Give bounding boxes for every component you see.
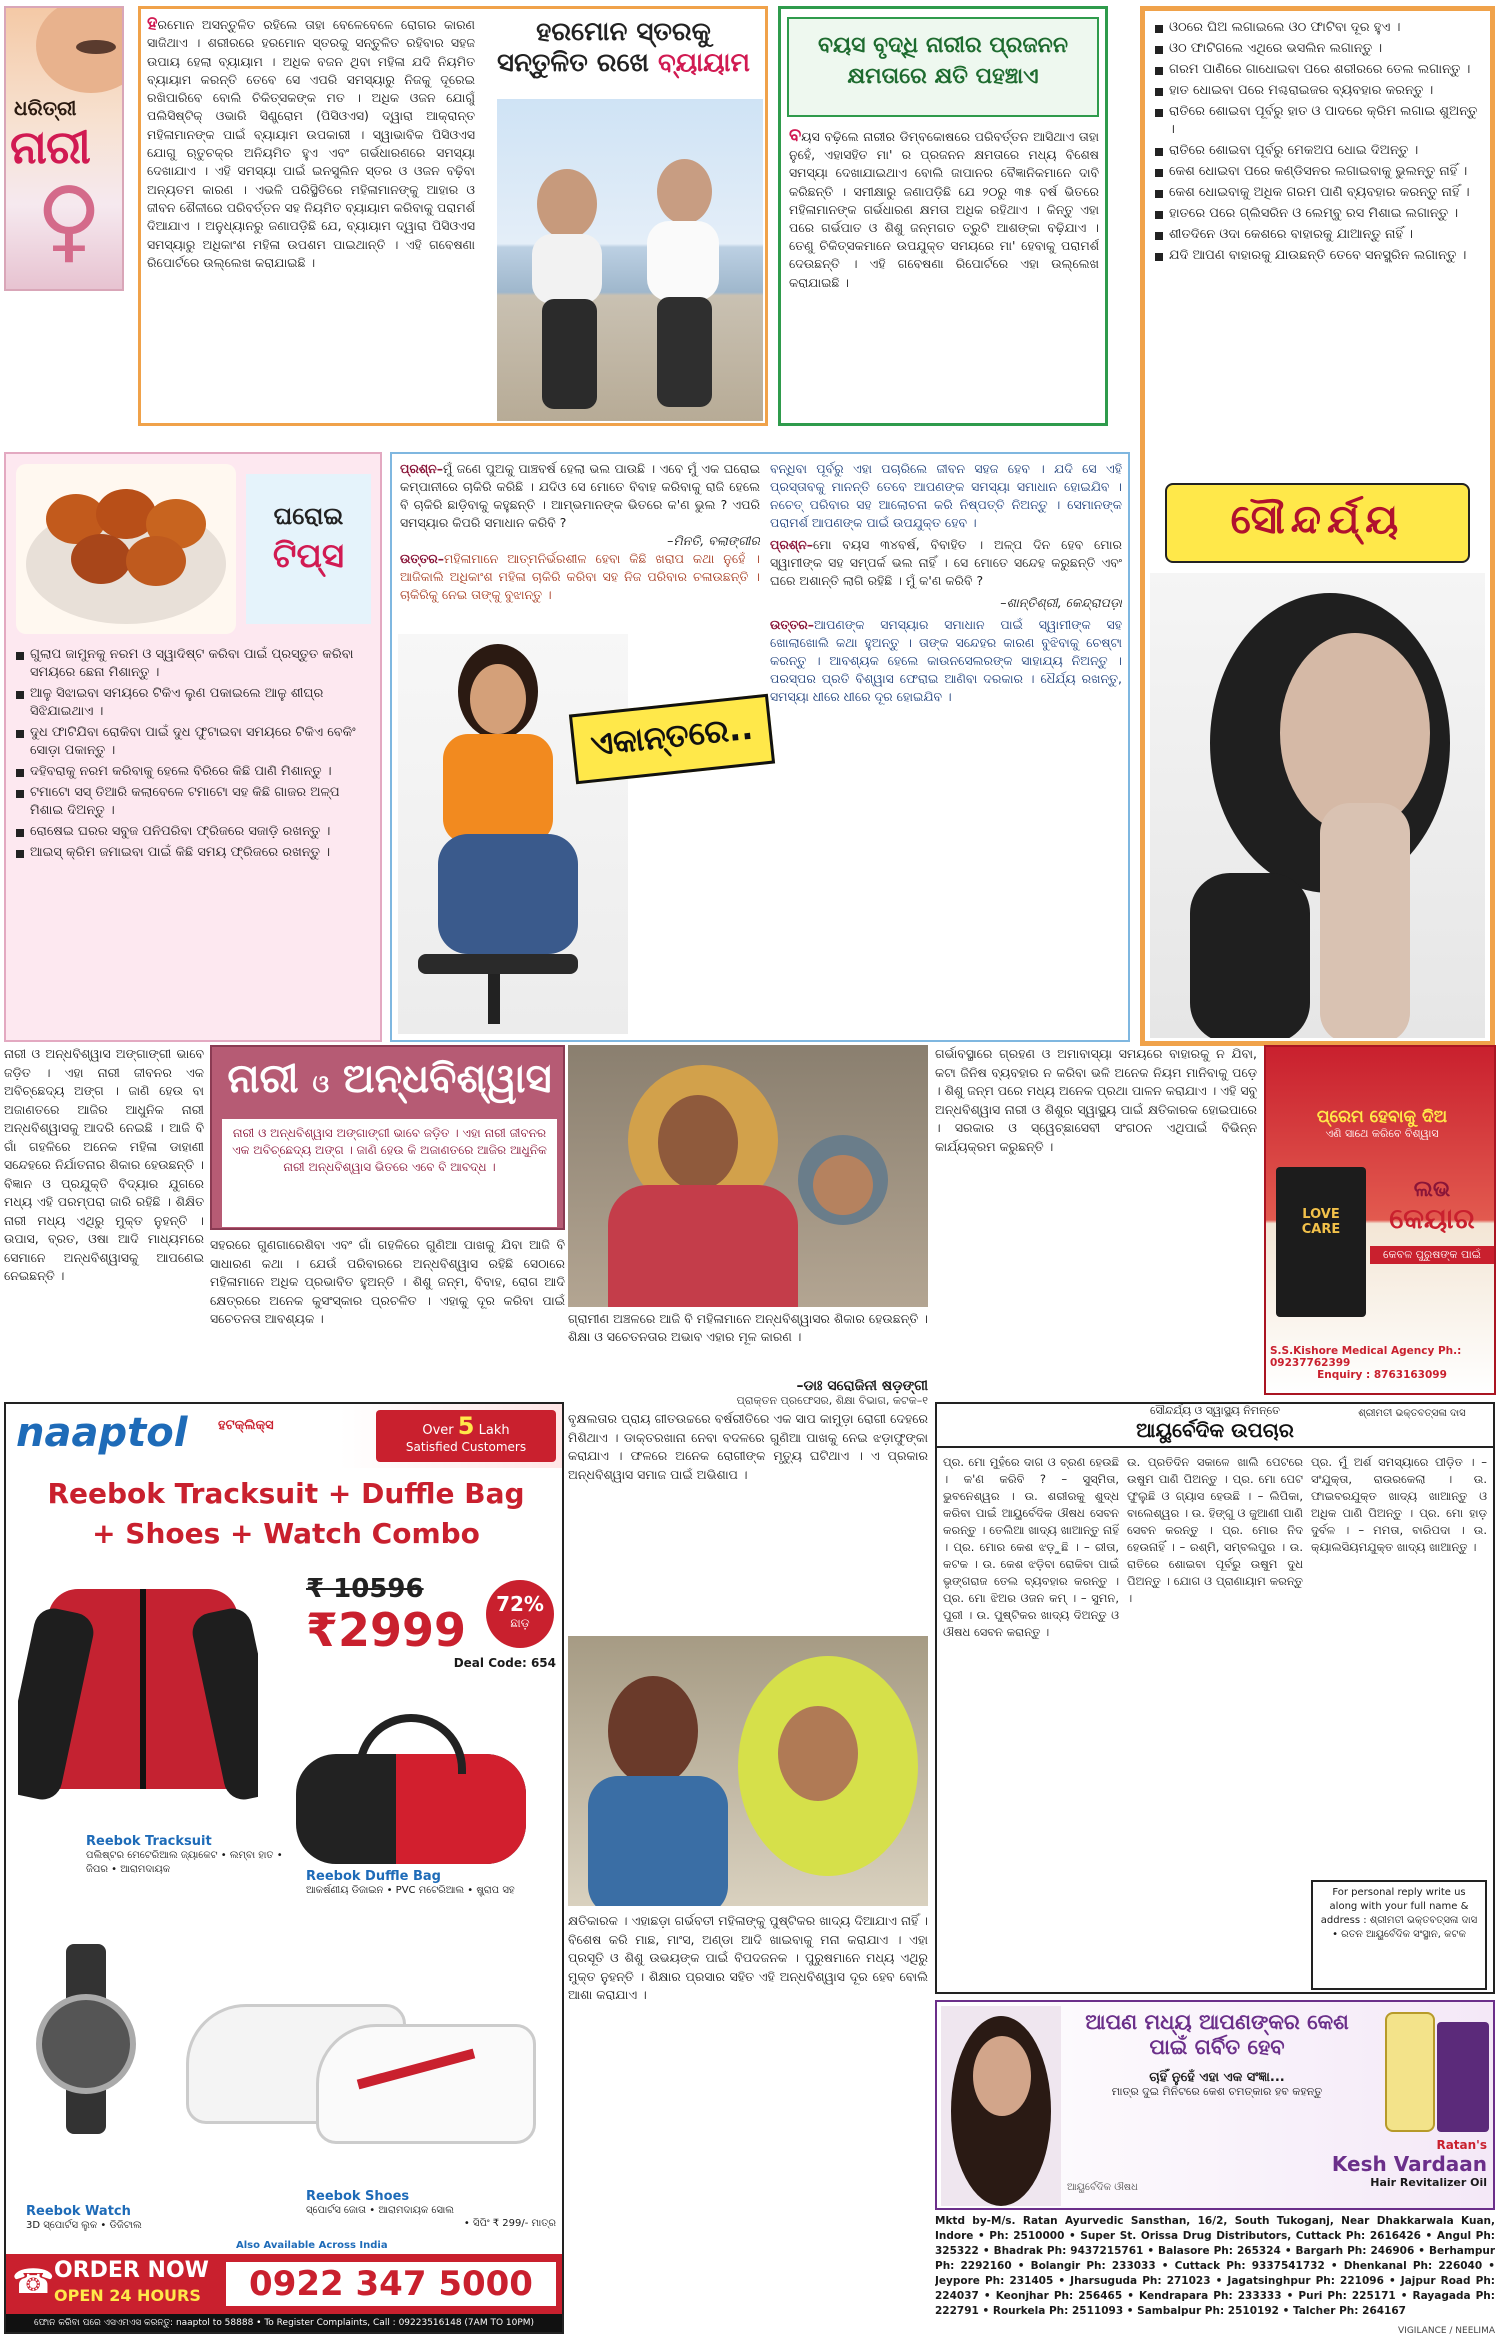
love-care-line1: ପ୍ରେମ ହେବାକୁ ଦିଅ xyxy=(1316,1107,1448,1127)
masthead-panel xyxy=(4,6,124,291)
kesh-vardaan-ad xyxy=(935,2000,1495,2210)
order-bar xyxy=(6,2240,562,2314)
advice-a2-label: ଉତ୍ତର– xyxy=(770,617,814,632)
naaptol-footer: ଫୋନ କରିବା ପରେ ଏସଏମଏସ କରନ୍ତୁ: naaptol to 58888 • To Register Complaints, Call : 09223516148 (7AM TO 10PM) xyxy=(6,2314,562,2332)
love-care-agency: S.S.Kishore Medical Agency Ph.: 09237762399 xyxy=(1270,1345,1462,1369)
badge-lakh: Lakh xyxy=(478,1423,510,1438)
advice-continued: ବନ୍ଧିବା ପୂର୍ବରୁ ଏହା ପଚାରିଲେ ଜୀବନ ସହଜ ହେବ । ଯଦି ସେ ଏହି ପ୍ରସ୍ତାବକୁ ମାନନ୍ତି ତେବେ ଆପଣଙ୍କ ସମସ୍ୟା ସମାଧାନ ହୋଇଯିବ । ନଚେତ୍ ପରିବାର ସହ ଆଲୋଚନା କରି ନିଷ୍ପତ୍ତି ନିଅନ୍ତୁ । ସେମାନଙ୍କ ପରାମର୍ଶ ଆପଣଙ୍କ ପାଇଁ ଉପଯୁକ୍ତ ହେବ । xyxy=(770,461,1122,530)
beauty-tip: ହାତରେ ପରେ ଗ୍ଲିସରିନ ଓ ଲେମ୍ବୁ ରସ ମିଶାଇ ଲଗାନ୍ତୁ । xyxy=(1153,205,1483,223)
naaptol-tag: ହଟକ୍ଲିକ୍ସ xyxy=(218,1418,274,1433)
kitchen-tip: ଦହିବରାକୁ ନରମ କରିବାକୁ ହେଲେ ବିରିରେ କିଛି ପାଣି ମିଶାନ୍ତୁ । xyxy=(14,763,374,781)
superstition-title-c: ଅନ୍ଧବିଶ୍ୱାସ xyxy=(342,1056,552,1102)
superstition-title-b: ଓ xyxy=(312,1070,330,1098)
beauty-tip: ଶୀତଦିନେ ଓଦା କେଶରେ ବାହାରକୁ ଯାଆନ୍ତୁ ନାହିଁ । xyxy=(1153,226,1483,244)
phone-handset-icon: ☎ xyxy=(12,2262,55,2302)
advice-a1: ମହିଳାମାନେ ଆତ୍ମନିର୍ଭରଶୀଳ ହେବା କିଛି ଖରାପ କଥା ନୁହେଁ । ଆଜିକାଲି ଅଧିକାଂଶ ମହିଳା ଚାକିରି କରିବା ସହ ନିଜ ପରିବାର ଚଳାଉଛନ୍ତି । ଚାକିରିକୁ ନେଇ ତାଙ୍କୁ ବୁଝାନ୍ତୁ । xyxy=(400,551,760,602)
beauty-tip: ହାତ ଧୋଇବା ପରେ ମଶ୍ଚରାଇଜର ବ୍ୟବହାର କରନ୍ତୁ । xyxy=(1153,82,1483,100)
badge-satisfied: Satisfied Customers xyxy=(405,1440,527,1454)
customers-badge xyxy=(376,1410,556,1462)
exercise-title-line1: ହରମୋନ ସ୍ତରକୁ xyxy=(536,17,711,47)
combo-title xyxy=(16,1474,556,1564)
ayurveda-col3: ପ୍ର. ମୁଁ ଅର୍ଶ ସମସ୍ୟାରେ ପୀଡ଼ିତ । – ସଂଯୁକ୍ତା, ରାଉରକେଲା । ଉ. ଫାଇବରଯୁକ୍ତ ଖାଦ୍ୟ ଖାଆନ୍ତୁ ଓ ଅଧିକ ପାଣି ପିଅନ୍ତୁ । ପ୍ର. ମୋ ହାଡ଼ ଦୁର୍ବଳ । – ମମତା, ବାରିପଦା । ଉ. କ୍ୟାଲସିୟମଯୁକ୍ତ ଖାଦ୍ୟ ଖାଆନ୍ତୁ । xyxy=(1311,1455,1487,1554)
kesh-brand-small: Ratan's xyxy=(1436,2138,1487,2152)
beauty-tip: ଓଠ ଫାଟିଗଲେ ଏଥିରେ ଭସଲିନ ଲଗାନ୍ତୁ । xyxy=(1153,40,1483,58)
village-women-photo xyxy=(568,1045,928,1307)
superstition-left-column: ନାରୀ ଓ ଅନ୍ଧବିଶ୍ୱାସ ଅଙ୍ଗାଙ୍ଗୀ ଭାବେ ଜଡ଼ିତ । ଏହା ନାରୀ ଜୀବନର ଏକ ଅବିଚ୍ଛେଦ୍ୟ ଅଙ୍ଗ । ଜାଣି ହେଉ ବା ଅଜାଣତରେ ଆଜିର ଆଧୁନିକ ନାରୀ ଅନ୍ଧବିଶ୍ୱାସକୁ ଆଦରି ନେଇଛି । ଆଜି ବି ଗାଁ ଗହଳିରେ ଅନେକ ମହିଳା ଡାହାଣୀ ସନ୍ଦେହରେ ନିର୍ଯାତନାର ଶିକାର ହେଉଛନ୍ତି । ବିଜ୍ଞାନ ଓ ପ୍ରଯୁକ୍ତି ବିଦ୍ୟାର ଯୁଗରେ ମଧ୍ୟ ଏହି ପରମ୍ପରା ଜାରି ରହିଛି । ଶିକ୍ଷିତ ନାରୀ ମଧ୍ୟ ଏଥିରୁ ମୁକ୍ତ ନୁହନ୍ତି । ଉପାସ, ବ୍ରତ, ଓଷା ଆଦି ମାଧ୍ୟମରେ ସେମାନେ ଅନ୍ଧବିଶ୍ୱାସକୁ ଆପଣେଇ ନେଇଛନ୍ତି । xyxy=(4,1046,204,1283)
advice-a1-label: ଉତ୍ତର– xyxy=(400,551,444,566)
love-care-enquiry: Enquiry : 8763163099 xyxy=(1317,1369,1447,1381)
beauty-tip: କେଶ ଧୋଇବାକୁ ଅଧିକ ଗରମ ପାଣି ବ୍ୟବହାର କରନ୍ତୁ ନାହିଁ । xyxy=(1153,184,1483,202)
kesh-sub: ଚାହିଁ ନୁହେଁ ଏହା ଏକ ସଂଜ୍ଞା... xyxy=(1149,2070,1285,2085)
kesh-line2: ପାଇଁ ଗର୍ବିତ ହେବ xyxy=(1149,2035,1285,2059)
exercise-title-line2: ସନ୍ତୁଳିତ ରଖେ xyxy=(497,48,659,78)
advice-q1: ମୁଁ ଜଣେ ପୁଅକୁ ପାଞ୍ଚବର୍ଷ ହେଲା ଭଲ ପାଉଛି । ଏବେ ମୁଁ ଏକ ଘରୋଇ କମ୍ପାନୀରେ ଚାକିରି କରିଛି । ଯଦିଓ ସେ ମୋତେ ବିବାହ କରିବାକୁ ରାଜି ହେଲେ ବି ଚାକିରି ଛାଡ଼ିବାକୁ କହୁଛନ୍ତି । ଆମ୍ଭମାନଙ୍କ ଭିତରେ କ'ଣ ଭୁଲ ? ଏପରି ସମସ୍ୟାର କିପରି ସମାଧାନ କରିବି ? xyxy=(400,461,760,530)
beauty-tip: ଗରମ ପାଣିରେ ଗାଧୋଇବା ପରେ ଶରୀରରେ ତେଲ ଲଗାନ୍ତୁ । xyxy=(1153,61,1483,79)
kitchen-tip: ରୋଷେଇ ଘରର ସବୁଜ ପନିପରିବା ଫ୍ରିଜରେ ସଜାଡ଼ି ରଖନ୍ତୁ । xyxy=(14,823,374,841)
advice-right-column xyxy=(770,460,1122,1035)
beauty-tips-list xyxy=(1153,19,1483,268)
deal-price: ₹2999 xyxy=(306,1603,467,1657)
tracksuit-jacket-image xyxy=(18,1569,258,1829)
kesh-brand-name: Kesh Vardaan xyxy=(1331,2152,1487,2176)
kesh-brand xyxy=(1227,2138,1487,2189)
ayurveda-author: ଶ୍ରୀମତୀ ଭକ୍ତବତ୍ସଳା ଦାସ xyxy=(1358,1408,1466,1419)
kesh-mrp: ଆୟୁର୍ବେଦିକ ଔଷଧ xyxy=(1067,2182,1138,2193)
gulab-jamun-photo xyxy=(16,464,236,634)
ayurveda-section xyxy=(935,1402,1495,1994)
exercise-body xyxy=(147,15,475,420)
masthead-line1: ଧରିତ୍ରୀ xyxy=(14,96,77,120)
kitchen-tip: ଆଇସ୍ କ୍ରିମ ଜମାଇବା ପାଇଁ କିଛି ସମୟ ଫ୍ରିଜରେ ରଖନ୍ତୁ । xyxy=(14,844,374,862)
kesh-product: Hair Revitalizer Oil xyxy=(1370,2176,1487,2189)
advice-heading-text: ଏକାନ୍ତରେ.. xyxy=(588,708,755,764)
advice-q2-signature: –ଶାନ୍ତିଶ୍ରୀ, କେନ୍ଦ୍ରାପଡ଼ା xyxy=(1000,595,1122,610)
discount-badge xyxy=(486,1580,554,1648)
order-phone[interactable]: 0922 347 5000 xyxy=(226,2262,556,2306)
love-care-line2: ଏଣି ସାଥେ କରିବେ ବିଶ୍ୱାସ xyxy=(1325,1127,1439,1140)
love-care-brand2: କେୟାର xyxy=(1389,1202,1475,1235)
naaptol-header xyxy=(6,1404,562,1468)
watch-image xyxy=(21,1944,161,2134)
advice-a2: ଆପଣଙ୍କ ସମସ୍ୟାର ସମାଧାନ ପାଇଁ ସ୍ୱାମୀଙ୍କ ସହ ଖୋଲାଖୋଲି କଥା ହୁଅନ୍ତୁ । ତାଙ୍କ ସନ୍ଦେହର କାରଣ ବୁଝିବାକୁ ଚେଷ୍ଟା କରନ୍ତୁ । ଆବଶ୍ୟକ ହେଲେ କାଉନସେଲରଙ୍କ ସାହାଯ୍ୟ ନିଅନ୍ତୁ । ପରସ୍ପର ପ୍ରତି ବିଶ୍ୱାସ ଫେରାଇ ଆଣିବା ଦରକାର । ଧୈର୍ଯ୍ୟ ରଖନ୍ତୁ, ସମସ୍ୟା ଧୀରେ ଧୀରେ ଦୂର ହୋଇଯିବ । xyxy=(770,617,1122,704)
shoes-info xyxy=(306,2189,556,2229)
fertility-body xyxy=(789,127,1099,419)
love-care-brand1: ଲଭ xyxy=(1413,1177,1451,1202)
love-care-brand xyxy=(1370,1177,1494,1264)
shoes-name: Reebok Shoes xyxy=(306,2189,410,2204)
tracksuit-desc: ପଲିଷ୍ଟର ମେଟେରିଆଲ ଜ୍ୟାକେଟ • ଲମ୍ବା ହାତ • ଜିପର • ଆରାମଦାୟକ xyxy=(86,1850,283,1875)
exercise-article xyxy=(138,6,768,426)
exercise-title-highlight: ବ୍ୟାୟାମ xyxy=(658,48,750,78)
distributors-list: Mktd by-M/s. Ratan Ayurvedic Sansthan, 16/2, South Tukoganj, Near Dhakkarwala Kuan, Indore • Ph: 2510000 • Super St. Orissa Drug Distributors, Cuttack Ph: 2616426 • Angul Ph: 325322 • Bhadrak Ph: 9437215761 • Balasore Ph: 265324 • Bargarh Ph: 246906 • Berhampur Ph: 2292160 • Bolangir Ph: 233033 • Cuttack Ph: 9337541732 • Dhenkanal Ph: 226040 • Jeypore Ph: 231405 • Jharsuguda Ph: 271023 • Jagatsinghpur Ph: 221096 • Jajpur Road Ph: 224037 • Keonjhar Ph: 256465 • Kendrapara Ph: 233333 • Puri Ph: 225171 • Rayagada Ph: 222791 • Rourkela Ph: 2511093 • Sambalpur Ph: 2510192 • Talcher Ph: 264167 xyxy=(935,2215,1495,2317)
kesh-box xyxy=(1437,2022,1489,2132)
kesh-headline xyxy=(1067,2010,1367,2099)
discount-percent: 72% xyxy=(496,1592,544,1616)
fertility-title-line2: କ୍ଷମତାରେ କ୍ଷତି ପହଞ୍ଚାଏ xyxy=(847,64,1039,89)
love-care-ad xyxy=(1264,1045,1496,1395)
advice-q2-label: ପ୍ରଶ୍ନ– xyxy=(770,537,813,552)
beauty-tip: ରାତିରେ ଶୋଇବା ପୂର୍ବରୁ ମେକଅପ ଧୋଇ ଦିଅନ୍ତୁ । xyxy=(1153,142,1483,160)
duffle-bag-image xyxy=(276,1704,546,1874)
love-care-tagline xyxy=(1270,1107,1494,1141)
old-price: ₹ 10596 xyxy=(306,1574,424,1604)
bag-name: Reebok Duffle Bag xyxy=(306,1869,441,1884)
joggers-photo xyxy=(497,99,763,421)
shoes-image xyxy=(166,1964,546,2164)
advice-q1-block xyxy=(400,460,760,635)
ayurveda-col1: ପ୍ର. ମୋ ମୁହଁରେ ଦାଗ ଓ ବ୍ରଣ ହେଉଛି । କ'ଣ କରିବି ? – ସୁସ୍ମିତା, ଭୁବନେଶ୍ୱର । ଉ. ଶରୀରକୁ ଶୁଦ୍ଧ କରିବା ପାଇଁ ଆୟୁର୍ବେଦିକ ଔଷଧ ସେବନ କରନ୍ତୁ । ତେଲିଆ ଖାଦ୍ୟ ଖାଆନ୍ତୁ ନାହିଁ । ପ୍ର. ମୋର କେଶ ଝଡ଼ୁଛି । – ରୀତା, କଟକ । ଉ. କେଶ ଝଡ଼ିବା ରୋକିବା ପାଇଁ ଭୃଙ୍ଗରାଜ ତେଲ ବ୍ୟବହାର କରନ୍ତୁ । ପ୍ର. ମୋ ଝିଅର ଓଜନ କମ୍ । – ସୁମନ, ପୁରୀ । ଉ. ପୁଷ୍ଟିକର ଖାଦ୍ୟ ଦିଅନ୍ତୁ ଓ ଔଷଧ ସେବନ କରାନ୍ତୁ । xyxy=(943,1455,1119,1639)
superstition-title-a: ନାରୀ xyxy=(227,1056,299,1102)
kesh-bottle xyxy=(1385,2012,1435,2132)
kitchen-tip: ଗୁଲାପ ଜାମୁନକୁ ନରମ ଓ ସ୍ୱାଦିଷ୍ଟ କରିବା ପାଇଁ ପ୍ରସ୍ତୁତ କରିବା ସମୟରେ ଛେନା ମିଶାନ୍ତୁ । xyxy=(14,646,374,682)
order-across: Also Available Across India xyxy=(236,2240,388,2251)
watch-info xyxy=(26,2204,216,2233)
fertility-title xyxy=(787,17,1099,117)
superstition-author: –ଡାଃ ସରୋଜିନୀ ଷଡ଼ଙ୍ଗୀ xyxy=(796,1378,928,1394)
love-care-product-box: LOVE CARE xyxy=(1276,1167,1366,1317)
beauty-tips-panel xyxy=(1140,6,1495,1046)
kesh-line1: ଆପଣ ମଧ୍ୟ ଆପଣଙ୍କର କେଶ xyxy=(1085,2010,1349,2034)
superstition-bottom-text: କ୍ଷତିକାରକ । ଏହାଛଡ଼ା ଗର୍ଭବତୀ ମହିଳାଙ୍କୁ ପୁଷ୍ଟିକର ଖାଦ୍ୟ ଦିଆଯାଏ ନାହିଁ । ବିଶେଷ କରି ମାଛ, ମାଂସ, ଅଣ୍ଡା ଆଦି ଖାଇବାକୁ ମନା କରାଯାଏ । ଏହା ପ୍ରସୂତି ଓ ଶିଶୁ ଉଭୟଙ୍କ ପାଇଁ ବିପଦଜନକ । ପୁରୁଷମାନେ ମଧ୍ୟ ଏଥିରୁ ମୁକ୍ତ ନୁହନ୍ତି । ଶିକ୍ଷାର ପ୍ରସାର ସହିତ ଏହି ଅନ୍ଧବିଶ୍ୱାସ ଦୂର ହେବ ବୋଲି ଆଶା କରାଯାଏ । xyxy=(568,1913,928,2002)
eye-shape xyxy=(76,40,116,54)
love-care-sub: କେବଳ ପୁରୁଷଙ୍କ ପାଇଁ xyxy=(1370,1246,1494,1264)
superstition-lower-text: ବୃକ୍ଷଲତାର ପ୍ରାୟ ଗୀତଉଚ୍ଚରେ ବର୍ଷରୀତିରେ ଏକ ସାପ କାମୁଡ଼ା ରୋଗୀ ଦେହରେ ମିଶିଥାଏ । ଡାକ୍ତରଖାନା ନେବା ବଦଳରେ ଗୁଣିଆ ପାଖକୁ ନେଇ ଝଡ଼ାଫୁଙ୍କା କରାଯାଏ । ଫଳରେ ଅନେକ ରୋଗୀଙ୍କ ମୃତ୍ୟୁ ଘଟିଥାଏ । ଏ ପ୍ରକାର ଅନ୍ଧବିଶ୍ୱାସ ସମାଜ ପାଇଁ ଅଭିଶାପ । xyxy=(568,1411,928,1482)
fertility-title-line1: ବୟସ ବୃଦ୍ଧି ନାରୀର ପ୍ରଜନନ xyxy=(818,33,1068,58)
superstition-byline xyxy=(568,1378,928,1408)
naaptol-ad xyxy=(4,1402,564,2334)
kesh-sub2: ମାତ୍ର ଦୁଇ ମିନିଟରେ କେଶ ଚମତ୍କାର ହବ କହନ୍ତୁ xyxy=(1111,2085,1323,2098)
badge-over: Over xyxy=(422,1423,454,1438)
advice-q1-signature: –ମିନତି, ବଲାଙ୍ଗୀର xyxy=(667,533,760,548)
fertility-text: ୟସ ବଢ଼ିଲେ ନାରୀର ଡିମ୍ବକୋଷରେ ପରିବର୍ତ୍ତନ ଆସିଥାଏ ତାହା ନୁହେଁ, ଏହାସହିତ ମା' ର ପ୍ରଜନନ କ୍ଷମତାରେ ମଧ୍ୟ ବିଶେଷ ସମସ୍ୟା ଦେଖାଯାଇଥାଏ ବୋଲି ଜାପାନର ବୈଜ୍ଞାନିକମାନେ ଦାବି କରିଛନ୍ତି । ସମୀକ୍ଷାରୁ ଜଣାପଡ଼ିଛି ଯେ ୨୦ରୁ ୩୫ ବର୍ଷ ଭିତରେ ମହିଳାମାନଙ୍କ ଗର୍ଭଧାରଣ କ୍ଷମତା ଅଧିକ ରହିଥାଏ । କିନ୍ତୁ ଏହା ପରେ ଗର୍ଭପାତ ଓ ଶିଶୁ ଜନ୍ମଗତ ତ୍ରୁଟି ଆଶଙ୍କା ବଢ଼ିଯାଏ । ତେଣୁ ଚିକିତ୍ସକମାନେ ଉପଯୁକ୍ତ ସମୟରେ ମା' ହେବାକୁ ପରାମର୍ଶ ଦେଉଛନ୍ତି । ଏହି ଗବେଷଣା ରିପୋର୍ଟରେ ଏହା ଉଲ୍ଲେଖ କରାଯାଇଛି । xyxy=(789,129,1099,290)
tracksuit-info xyxy=(86,1834,306,1877)
exercise-title xyxy=(481,17,766,79)
kitchen-tip: ଟମାଟୋ ସସ୍ ତିଆରି କଲାବେଳେ ଟମାଟୋ ସହ କିଛି ଗାଜର ଅଳ୍ପ ମିଶାଇ ଦିଅନ୍ତୁ । xyxy=(14,784,374,820)
masthead-line2: ନାରୀ xyxy=(10,120,90,174)
fertility-article xyxy=(778,6,1108,426)
ayurveda-contact-box: For personal reply write us along with your full name & address : ଶ୍ରୀମତୀ ଭକ୍ତବତ୍ସଳା ଦାସ • ରତନ ଆୟୁର୍ବେଦିକ ସଂସ୍ଥାନ, କଟକ xyxy=(1311,1880,1487,1990)
superstition-right-column: ଗର୍ଭାବସ୍ଥାରେ ଗ୍ରହଣ ଓ ଅମାବାସ୍ୟା ସମୟରେ ବାହାରକୁ ନ ଯିବା, କଟା ଜିନିଷ ବ୍ୟବହାର ନ କରିବା ଭଳି ଅନେକ ନିୟମ ମାନିବାକୁ ପଡ଼େ । ଶିଶୁ ଜନ୍ମ ପରେ ମଧ୍ୟ ଅନେକ ପ୍ରଥା ପାଳନ କରାଯାଏ । ଏହି ସବୁ ଅନ୍ଧବିଶ୍ୱାସ ନାରୀ ଓ ଶିଶୁର ସ୍ୱାସ୍ଥ୍ୟ ପାଇଁ କ୍ଷତିକାରକ ହୋଇପାରେ । ସରକାର ଓ ସ୍ୱେଚ୍ଛାସେବୀ ସଂଗଠନ ଏଥିପାଇଁ ବିଭିନ୍ନ କାର୍ଯ୍ୟକ୍ରମ କରୁଛନ୍ତି । xyxy=(935,1046,1257,1154)
superstition-title xyxy=(222,1051,557,1112)
kitchen-heading-line1: ଘରୋଇ xyxy=(273,502,344,530)
kitchen-heading-line2: ଟିପ୍ସ xyxy=(272,536,345,576)
combo-line1: Reebok Tracksuit + Duffle Bag xyxy=(47,1477,525,1510)
exercise-dropcap: ହ xyxy=(147,15,158,34)
kitchen-tips-heading xyxy=(246,474,371,624)
two-women-photo xyxy=(568,1636,928,1906)
bag-info xyxy=(306,1869,556,1898)
order-hours: OPEN 24 HOURS xyxy=(54,2286,201,2305)
ayurveda-heading: ଆୟୁର୍ବେଦିକ ଉପଚାର xyxy=(1136,1418,1294,1442)
superstition-author-address: ପ୍ରାକ୍ତନ ପ୍ରଫେସର, ଶିକ୍ଷା ବିଭାଗ, କଟକ–୧ xyxy=(736,1394,928,1407)
superstition-intro: ନାରୀ ଓ ଅନ୍ଧବିଶ୍ୱାସ ଅଙ୍ଗାଙ୍ଗୀ ଭାବେ ଜଡ଼ିତ । ଏହା ନାରୀ ଜୀବନର ଏକ ଅବିଚ୍ଛେଦ୍ୟ ଅଙ୍ଗ । ଜାଣି ହେଉ କି ଅଜାଣତରେ ଆଜିର ଆଧୁନିକ ନାରୀ ଅନ୍ଧବିଶ୍ୱାସ ଭିତରେ ଏବେ ବି ଆବଦ୍ଧ । xyxy=(222,1119,557,1227)
watch-name: Reebok Watch xyxy=(26,2204,131,2219)
beauty-heading xyxy=(1165,483,1470,563)
beauty-tip: ଓଠରେ ଘିଅ ଲଗାଇଲେ ଓଠ ଫାଟିବା ଦୂର ହୁଏ । xyxy=(1153,19,1483,37)
kitchen-tips-list xyxy=(14,646,374,865)
superstition-mid-column: ସହରରେ ଗୁଣଗାରେଶିବା ଏବଂ ଗାଁ ଗହଳିରେ ଗୁଣିଆ ପାଖକୁ ଯିବା ଆଜି ବି ସାଧାରଣ କଥା । ଯେଉଁ ପରିବାରରେ ଅନ୍ଧବିଶ୍ୱାସ ରହିଛି ସେଠାରେ ମହିଳାମାନେ ଅଧିକ ପ୍ରଭାବିତ ହୁଅନ୍ତି । ଶିଶୁ ଜନ୍ମ, ବିବାହ, ରୋଗ ଆଦି କ୍ଷେତ୍ରରେ ଅନେକ କୁସଂସ୍କାର ପ୍ରଚଳିତ । ଏହାକୁ ଦୂର କରିବା ପାଇଁ ସଚେତନତା ଆବଶ୍ୟକ । xyxy=(210,1237,565,1326)
watch-desc: 3D ସ୍ପୋର୍ଟସ ଲୁକ • ଡିଜିଟାଲ xyxy=(26,2220,142,2231)
beauty-tip: ରାତିରେ ଶୋଇବା ପୂର୍ବରୁ ହାତ ଓ ପାଦରେ କ୍ରିମ ଲଗାଇ ଶୁଅନ୍ତୁ । xyxy=(1153,103,1483,139)
shoes-desc: ସ୍ପୋର୍ଟସ ଜୋତା • ଆରାମଦାୟକ ସୋଲ xyxy=(306,2205,454,2216)
combo-line2: + Shoes + Watch Combo xyxy=(92,1517,480,1550)
fertility-dropcap: ବ xyxy=(789,127,802,146)
naaptol-logo: naaptol xyxy=(16,1410,188,1456)
order-now: ORDER NOW xyxy=(54,2258,209,2283)
advice-column xyxy=(390,452,1130,1042)
kitchen-tip: ଆଳୁ ସିଝାଇବା ସମୟରେ ଟିକିଏ ଲୁଣ ପକାଇଲେ ଆଳୁ ଶୀଘ୍ର ସିଝିଯାଇଥାଏ । xyxy=(14,685,374,721)
shipping-note: • ସିପିଂ ₹ 299/- ମାତ୍ର xyxy=(463,2218,556,2229)
advice-q1-label: ପ୍ରଶ୍ନ– xyxy=(400,461,443,476)
kitchen-tips-panel xyxy=(4,452,382,1042)
ayurveda-col2: ଉ. ପ୍ରତିଦିନ ସକାଳେ ଖାଲି ପେଟରେ ଉଷୁମ ପାଣି ପିଅନ୍ତୁ । ପ୍ର. ମୋ ପେଟ ଫୁଲୁଛି ଓ ଗ୍ୟାସ ହେଉଛି । – ଲିପିକା, ବାଲେଶ୍ୱର । ଉ. ହିଙ୍ଗୁ ଓ ଜୁଆଣୀ ପାଣି ସେବନ କରନ୍ତୁ । ପ୍ର. ମୋର ନିଦ ହେଉନାହିଁ । – ରଶ୍ମି, ସମ୍ବଲପୁର । ଉ. ରାତିରେ ଶୋଇବା ପୂର୍ବରୁ ଉଷୁମ ଦୁଧ ପିଅନ୍ତୁ । ଯୋଗ ଓ ପ୍ରାଣାୟାମ କରନ୍ତୁ । xyxy=(1127,1455,1303,1605)
kesh-model-photo xyxy=(941,2006,1061,2206)
thinking-woman-photo xyxy=(398,634,628,1034)
venus-symbol-icon: ♀ xyxy=(36,168,102,273)
advice-q2: ମୋ ବୟସ ୩୪ବର୍ଷ, ବିବାହିତ । ଅଳ୍ପ ଦିନ ହେବ ମୋର ସ୍ୱାମୀଙ୍କ ସହ ସମ୍ପର୍କ ଭଲ ନାହିଁ । ସେ ମୋତେ ସନ୍ଦେହ କରୁଛନ୍ତି ଏବଂ ଘରେ ଅଶାନ୍ତି ଲାଗି ରହିଛି । ମୁଁ କ'ଣ କରିବି ? xyxy=(770,537,1122,588)
deal-code: Deal Code: 654 xyxy=(453,1656,556,1670)
model-portrait xyxy=(1150,573,1485,1038)
beauty-tip: ଯଦି ଆପଣ ବାହାରକୁ ଯାଉଛନ୍ତି ତେବେ ସନସ୍କ୍ରିନ ଲଗାନ୍ତୁ । xyxy=(1153,247,1483,265)
beauty-heading-text: ସୌନ୍ଦର୍ଯ୍ୟ xyxy=(1230,497,1405,543)
badge-number: 5 xyxy=(457,1412,475,1440)
tracksuit-name: Reebok Tracksuit xyxy=(86,1834,212,1849)
footer-credit: VIGILANCE / NEELIMA xyxy=(1398,2326,1495,2336)
exercise-text: ରମୋନ ଅସନ୍ତୁଳିତ ରହିଲେ ତାହା ବେଳେବେଳେ ରୋଗର କାରଣ ସାଜିଥାଏ । ଶରୀରରେ ହରମୋନ ସ୍ତରକୁ ସନ୍ତୁଳିତ ରହିବାର ସହଜ ଉପାୟ ହେଲା ବ୍ୟାୟାମ । ଅଧିକ ବଜନ ଥିବା ମହିଳା ଯଦି ନିୟମିତ ବ୍ୟାୟାମ କରନ୍ତି ତେବେ ସେ ଏପରି ସମସ୍ୟାରୁ ନିଜକୁ ଦୂରେଇ ରଖିପାରିବେ ବୋଲି ଚିକିତ୍ସକଙ୍କ ମତ । ଅଧିକ ଓଜନ ଯୋଗୁଁ ପଲିସିଷ୍ଟିକ୍ ଓଭାରି ସିଣ୍ଡ୍ରୋମ (ପିସିଓଏସ) ଦ୍ୱାରା ଆକ୍ରାନ୍ତ ମହିଳାମାନଙ୍କ ପାଇଁ ବ୍ୟାୟାମ ଉପକାରୀ । ସ୍ୱାଭାବିକ ପିସିଓଏସ ଯୋଗୁ ଋତୁଚକ୍ର ଅନିୟମିତ ହୁଏ ଏବଂ ଗର୍ଭଧାରଣରେ ସମସ୍ୟା ଦେଖାଯାଏ । ଏହି ସମସ୍ୟା ପାଇଁ ଇନସୁଲିନ ସ୍ତର ଓ ଓଜନ ବଢ଼ିବା ଅନ୍ୟତମ କାରଣ । ଏଭଳି ପରିସ୍ଥିତିରେ ମହିଳାମାନଙ୍କୁ ଆହାର ଓ ଜୀବନ ଶୈଳୀରେ ପରିବର୍ତ୍ତନ ସହ ନିୟମିତ ବ୍ୟାୟାମ କରିବାକୁ ପରାମର୍ଶ ଦିଆଯାଏ । ଅନୁଧ୍ୟାନରୁ ଜଣାପଡ଼ିଛି ଯେ, ବ୍ୟାୟାମ ଦ୍ୱାରା ପିସିଓଏସ ସମସ୍ୟାରୁ ଅଧିକାଂଶ ମହିଳା ଉପଶମ ପାଇଥାନ୍ତି । ଏହି ଗବେଷଣା ରିପୋର୍ଟରେ ଉଲ୍ଲେଖ କରାଯାଇଛି । xyxy=(147,17,475,270)
ayurveda-header-small: ସୌନ୍ଦର୍ଯ୍ୟ ଓ ସ୍ୱାସ୍ଥ୍ୟ ନିମନ୍ତେ xyxy=(1149,1404,1281,1417)
beauty-tip: କେଶ ଧୋଇବା ପରେ କଣ୍ଡିସନର ଲଗାଇବାକୁ ଭୁଲନ୍ତୁ ନାହିଁ । xyxy=(1153,163,1483,181)
village-photo-caption: ଗ୍ରାମୀଣ ଅଞ୍ଚଳରେ ଆଜି ବି ମହିଳାମାନେ ଅନ୍ଧବିଶ୍ୱାସର ଶିକାର ହେଉଛନ୍ତି । ଶିକ୍ଷା ଓ ସଚେତନତାର ଅଭାବ ଏହାର ମୂଳ କାରଣ । xyxy=(568,1311,928,1344)
kitchen-tip: ଦୁଧ ଫାଟିଯିବା ରୋକିବା ପାଇଁ ଦୁଧ ଫୁଟାଇବା ସମୟରେ ଟିକିଏ ବେକିଂ ସୋଡ଼ା ପକାନ୍ତୁ । xyxy=(14,724,374,760)
discount-word: ଛାଡ଼ xyxy=(510,1616,530,1630)
superstition-title-box xyxy=(210,1045,565,1230)
bag-desc: ଆକର୍ଷଣୀୟ ଡିଜାଇନ • PVC ମଟେରିଆଲ • ଷ୍ଟ୍ରାପ ସହ xyxy=(306,1885,515,1896)
